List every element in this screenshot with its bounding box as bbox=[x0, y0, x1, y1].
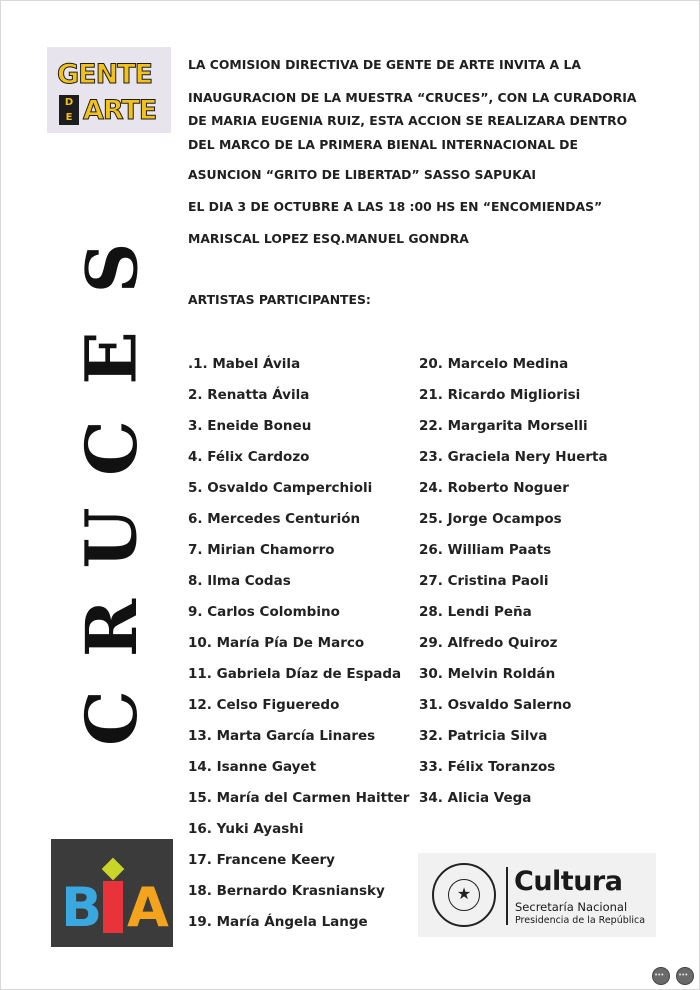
artist-item: 14. Isanne Gayet bbox=[188, 759, 317, 775]
logo-divider bbox=[506, 867, 508, 925]
artist-item: 34. Alicia Vega bbox=[419, 790, 532, 806]
artist-item: 2. Renatta Ávila bbox=[188, 387, 310, 403]
cruces-letter: C bbox=[70, 690, 153, 746]
cultura-title: Cultura bbox=[514, 866, 623, 897]
artist-item: 22. Margarita Morselli bbox=[419, 418, 588, 434]
invitation-line-4: DEL MARCO DE LA PRIMERA BIENAL INTERNACIONAL DE bbox=[188, 137, 578, 152]
artist-item: 29. Alfredo Quiroz bbox=[419, 635, 558, 651]
bia-letter-a: A bbox=[127, 876, 169, 939]
cultura-subtitle-2: Presidencia de la República bbox=[515, 915, 646, 926]
artist-item: 23. Graciela Nery Huerta bbox=[419, 449, 608, 465]
bia-letter-i bbox=[103, 881, 123, 933]
artists-heading: ARTISTAS PARTICIPANTES: bbox=[188, 292, 371, 307]
artist-item: 13. Marta García Linares bbox=[188, 728, 376, 744]
star-icon: ★ bbox=[456, 884, 472, 903]
artist-item: 20. Marcelo Medina bbox=[419, 356, 569, 372]
artist-item: 6. Mercedes Centurión bbox=[188, 511, 361, 527]
cultura-subtitle: Secretaría Nacional bbox=[515, 900, 628, 914]
bia-diamond-icon bbox=[102, 858, 125, 881]
cultura-logo bbox=[418, 853, 656, 937]
prev-page-icon[interactable] bbox=[652, 967, 670, 985]
artist-item: 18. Bernardo Krasniansky bbox=[188, 883, 385, 899]
cruces-letter: S bbox=[70, 242, 153, 294]
artist-item: 19. María Ángela Lange bbox=[188, 914, 368, 930]
artist-item: 21. Ricardo Migliorisi bbox=[419, 387, 581, 403]
paraguay-seal-icon bbox=[432, 863, 496, 927]
gente-de-arte-logo bbox=[47, 47, 171, 133]
artist-item: 27. Cristina Paoli bbox=[419, 573, 549, 589]
artist-item: 15. María del Carmen Haitter bbox=[188, 790, 410, 806]
artist-item: 26. William Paats bbox=[419, 542, 552, 558]
cruces-letter: R bbox=[70, 598, 153, 658]
artist-item: 31. Osvaldo Salerno bbox=[419, 697, 572, 713]
artist-item: 8. Ilma Codas bbox=[188, 573, 291, 589]
artist-item: 11. Gabriela Díaz de Espada bbox=[188, 666, 402, 682]
artist-item: 12. Celso Figueredo bbox=[188, 697, 340, 713]
artist-item: 24. Roberto Noguer bbox=[419, 480, 569, 496]
invitation-line-2: INAUGURACION DE LA MUESTRA “CRUCES”, CON LA CURADORIA bbox=[188, 90, 637, 105]
artist-item: 33. Félix Toranzos bbox=[419, 759, 556, 775]
artist-item: 4. Félix Cardozo bbox=[188, 449, 310, 465]
cruces-letter: E bbox=[69, 331, 153, 385]
artist-item: 25. Jorge Ocampos bbox=[419, 511, 562, 527]
artist-item: 32. Patricia Silva bbox=[419, 728, 548, 744]
invitation-line-7: MARISCAL LOPEZ ESQ.MANUEL GONDRA bbox=[188, 231, 469, 246]
artist-item: 3. Eneide Boneu bbox=[188, 418, 312, 434]
invitation-line-3: DE MARIA EUGENIA RUIZ, ESTA ACCION SE REALIZARA DENTRO bbox=[188, 113, 628, 128]
logo-de-word: D E bbox=[59, 95, 79, 125]
next-page-icon[interactable] bbox=[676, 967, 694, 985]
artist-item: 7. Mirian Chamorro bbox=[188, 542, 335, 558]
bia-letter-b: B bbox=[61, 876, 103, 939]
artist-item: 9. Carlos Colombino bbox=[188, 604, 340, 620]
cruces-letter: U bbox=[69, 507, 153, 569]
logo-gente-word: GENTE bbox=[57, 59, 153, 90]
invitation-line-1: LA COMISION DIRECTIVA DE GENTE DE ARTE INVITA A LA bbox=[188, 57, 581, 72]
bia-logo bbox=[51, 839, 173, 947]
logo-arte-word: ARTE bbox=[83, 95, 157, 126]
cruces-letter: C bbox=[70, 420, 153, 476]
artist-item: 28. Lendi Peña bbox=[419, 604, 532, 620]
artist-item: 30. Melvin Roldán bbox=[419, 666, 556, 682]
cruces-vertical-title bbox=[69, 233, 153, 753]
artist-item: .1. Mabel Ávila bbox=[188, 356, 301, 372]
invitation-line-5: ASUNCION “GRITO DE LIBERTAD” SASSO SAPUKAI bbox=[188, 167, 537, 182]
artist-item: 5. Osvaldo Camperchioli bbox=[188, 480, 373, 496]
artist-item: 17. Francene Keery bbox=[188, 852, 335, 868]
invitation-line-6: EL DIA 3 DE OCTUBRE A LAS 18 :00 HS EN “ENCOMIENDAS” bbox=[188, 199, 603, 214]
artist-item: 16. Yuki Ayashi bbox=[188, 821, 304, 837]
artist-item: 10. María Pía De Marco bbox=[188, 635, 365, 651]
